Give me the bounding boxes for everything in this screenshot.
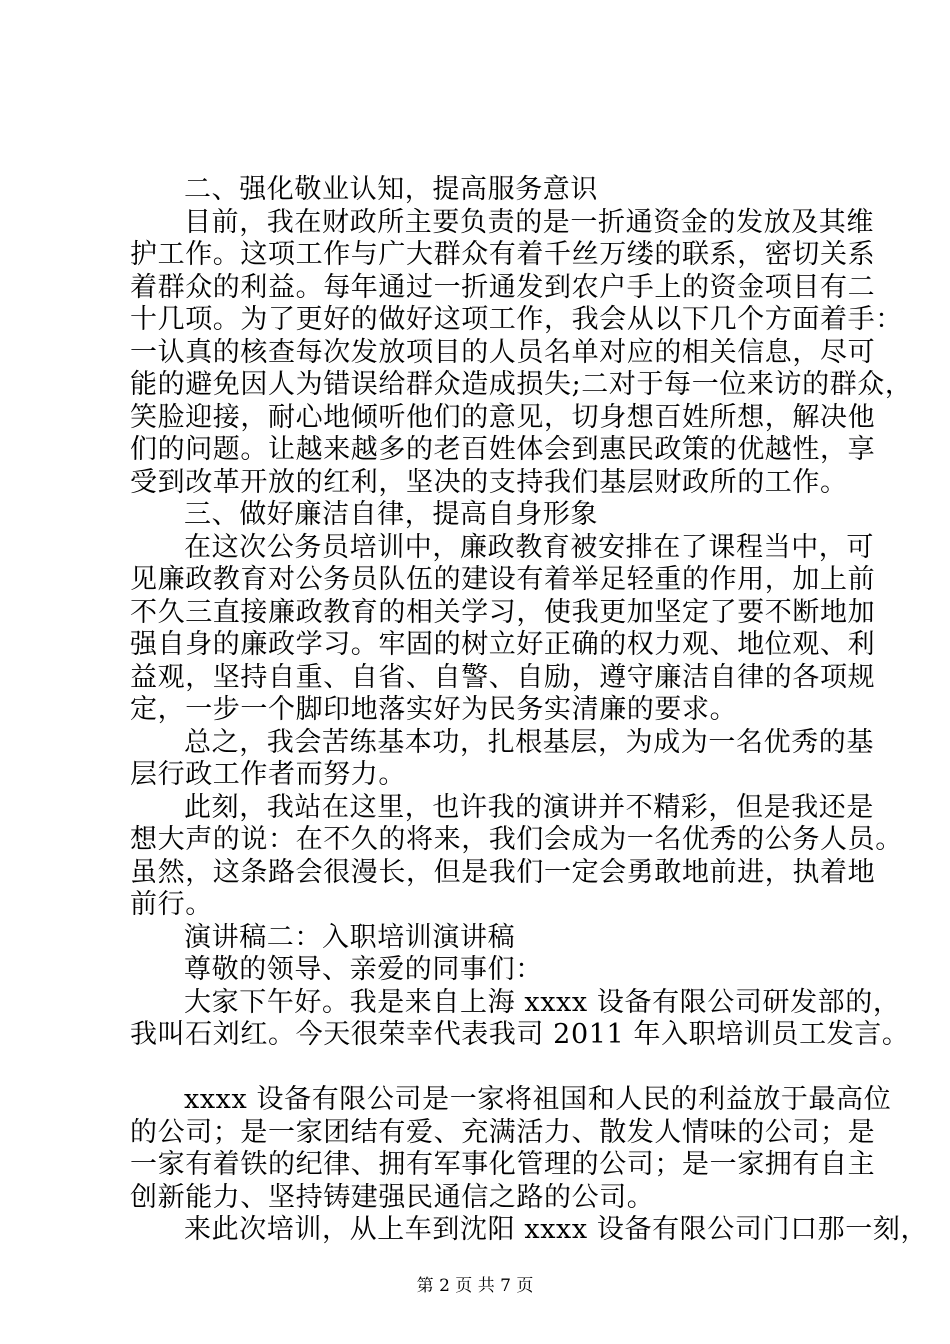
text-line: 想大声的说：在不久的将来，我们会成为一名优秀的公务人员。 [130,824,903,855]
text-line: 创新能力、坚持铸建强民通信之路的公司。 [130,1181,655,1213]
text-line: 在这次公务员培训中，廉政教育被安排在了课程当中，可 [184,531,874,563]
text-line: 们的问题。让越来越多的老百姓体会到惠民政策的优越性，享 [130,434,876,465]
text-line: 此刻，我站在这里，也许我的演讲并不精彩，但是我还是 [184,791,874,823]
text-line: 二、强化敬业认知，提高服务意识 [184,174,598,205]
text-line: 一家有着铁的纪律、拥有军事化管理的公司；是一家拥有自主 [130,1149,876,1180]
text-line: 护工作。这项工作与广大群众有着千丝万缕的联系，密切关系 [130,239,876,270]
blank-line [130,1052,838,1085]
page-footer: 第 2 页 共 7 页 [416,1276,534,1296]
text-line: 强自身的廉政学习。牢固的树立好正确的权力观、地位观、利 [130,629,876,660]
text-line: 益观，坚持自重、自省、自警、自励，遵守廉洁自律的各项规 [130,661,876,693]
text-line: 我叫石刘红。今天很荣幸代表我司 2011 年入职培训员工发言。 [130,1019,910,1050]
text-line: 能的避免因人为错误给群众造成损失;二对于每一位来访的群众， [130,369,913,400]
text-line: 不久三直接廉政教育的相关学习，使我更加坚定了要不断地加 [130,596,876,628]
text-line: 前行。 [130,889,213,920]
text-line: 总之，我会苦练基本功，扎根基层，为成为一名优秀的基 [184,726,874,758]
text-line: 来此次培训，从上车到沈阳 xxxx 设备有限公司门口那一刻， [184,1214,929,1245]
document-body [130,174,929,1247]
text-line: 受到改革开放的红利，坚决的支持我们基层财政所的工作。 [130,466,848,498]
text-line: 尊敬的领导、亲爱的同事们： [184,954,543,985]
text-line: 虽然，这条路会很漫长，但是我们一定会勇敢地前进，执着地 [130,856,876,888]
text-line: 笑脸迎接，耐心地倾听他们的意见，切身想百姓所想，解决他 [130,401,876,433]
text-line: 层行政工作者而努力。 [130,759,406,790]
text-line: 的公司；是一家团结有爱、充满活力、散发人情味的公司；是 [130,1116,876,1148]
text-line: 着群众的利益。每年通过一折通发到农户手上的资金项目有二 [130,271,876,303]
text-line: 大家下午好。我是来自上海 xxxx 设备有限公司研发部的， [184,986,901,1018]
text-line: 十几项。为了更好的做好这项工作，我会从以下几个方面着手： [130,304,903,335]
text-line: 目前，我在财政所主要负责的是一折通资金的发放及其维 [184,206,874,238]
text-line: 三、做好廉洁自律，提高自身形象 [184,499,598,530]
text-line: xxxx 设备有限公司是一家将祖国和人民的利益放于最高位 [184,1084,892,1115]
text-line: 见廉政教育对公务员队伍的建设有着举足轻重的作用，加上前 [130,564,876,595]
text-line: 定，一步一个脚印地落实好为民务实清廉的要求。 [130,694,738,725]
text-line: 一认真的核查每次发放项目的人员名单对应的相关信息，尽可 [130,336,876,368]
text-line: 演讲稿二：入职培训演讲稿 [184,921,516,953]
